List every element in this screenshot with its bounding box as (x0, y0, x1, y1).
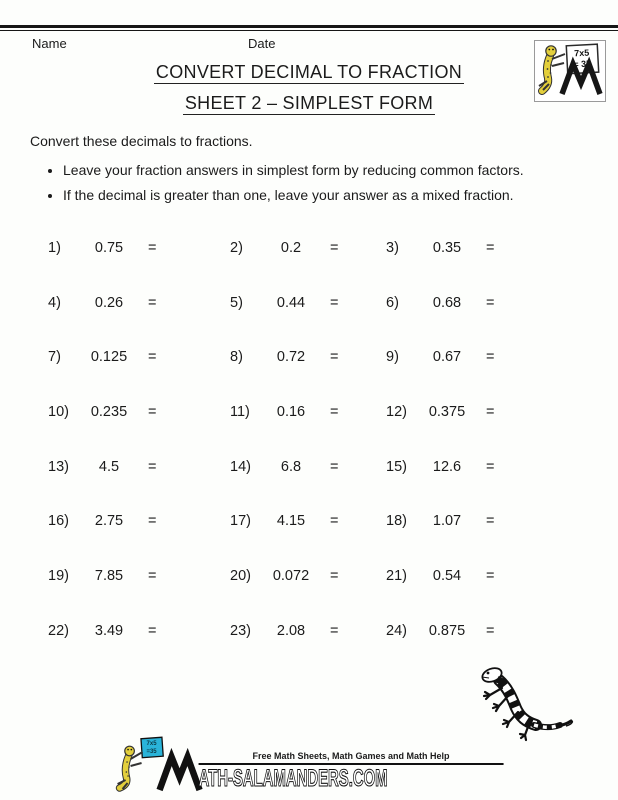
problem-decimal-value: 12.6 (432, 458, 462, 475)
problem-decimal-value: 0.54 (432, 568, 462, 585)
problem-number: 15) (386, 458, 407, 475)
svg-text:= 35: = 35 (573, 58, 592, 70)
problem-decimal-value: 3.49 (94, 622, 124, 639)
problem-number: 14) (230, 458, 251, 475)
problem-number: 23) (230, 622, 251, 639)
problem-cell (48, 240, 230, 295)
equals-sign: = (148, 568, 157, 585)
problem-cell (48, 568, 230, 623)
equals-sign: = (330, 568, 339, 585)
worksheet-subtitle: SHEET 2 – SIMPLEST FORM (184, 93, 434, 113)
problem-decimal-value: 7.85 (94, 568, 124, 585)
problem-number: 6) (386, 294, 399, 311)
problem-number: 5) (230, 294, 243, 311)
equals-sign: = (330, 240, 339, 256)
problem-cell (48, 349, 230, 404)
equals-sign: = (486, 349, 495, 366)
problem-number: 2) (230, 240, 243, 256)
problem-number: 16) (48, 513, 69, 530)
problem-decimal-value: 0.35 (432, 240, 462, 256)
equals-sign: = (486, 513, 495, 530)
header-rule (0, 25, 618, 31)
equals-sign: = (486, 240, 495, 256)
equals-sign: = (330, 458, 339, 475)
equals-sign: = (148, 513, 157, 530)
problem-cell (48, 459, 230, 514)
problem-decimal-value: 0.26 (94, 294, 124, 311)
m-letter-icon (160, 757, 200, 790)
equals-sign: = (486, 568, 495, 585)
problem-number: 8) (230, 349, 243, 366)
problem-decimal-value: 0.16 (276, 404, 306, 421)
problem-cell (386, 349, 556, 404)
problem-number: 18) (386, 513, 407, 530)
problem-decimal-value: 0.67 (432, 349, 462, 366)
equals-sign: = (148, 458, 157, 475)
svg-text:7x5: 7x5 (573, 47, 590, 59)
footer-site-name: ATH-SALAMANDERS.COM (198, 765, 388, 792)
problem-cell (48, 513, 230, 568)
equals-sign: = (486, 622, 495, 639)
problem-number: 7) (48, 349, 61, 366)
problem-decimal-value: 1.07 (432, 513, 462, 530)
problem-number: 9) (386, 349, 399, 366)
problem-number: 13) (48, 458, 69, 475)
equals-sign: = (330, 404, 339, 421)
problem-cell (230, 459, 386, 514)
svg-text:7x5: 7x5 (146, 741, 157, 747)
problem-cell (386, 295, 556, 350)
problem-decimal-value: 0.2 (280, 240, 302, 256)
problem-number: 20) (230, 568, 251, 585)
problem-decimal-value: 0.375 (428, 404, 466, 421)
problem-cell (386, 459, 556, 514)
problem-cell (386, 404, 556, 459)
problem-number: 12) (386, 404, 407, 421)
problem-cell (230, 295, 386, 350)
problem-decimal-value: 0.44 (276, 294, 306, 311)
problem-cell (230, 623, 386, 678)
problem-decimal-value: 2.08 (276, 622, 306, 639)
equals-sign: = (148, 622, 157, 639)
instruction-item: • Leave your fraction answers in simplest form by reducing common factors. (63, 162, 524, 178)
problem-decimal-value: 0.125 (90, 349, 128, 366)
problem-cell (230, 240, 386, 295)
problem-decimal-value: 0.875 (428, 622, 466, 639)
problem-decimal-value: 0.235 (90, 404, 128, 421)
footer-text-block (199, 751, 504, 792)
problem-decimal-value: 2.75 (94, 513, 124, 530)
worksheet-title: CONVERT DECIMAL TO FRACTION (155, 62, 463, 82)
equals-sign: = (148, 404, 157, 421)
problem-number: 22) (48, 622, 69, 639)
equals-sign: = (330, 294, 339, 311)
problem-number: 21) (386, 568, 407, 585)
intro-text: Convert these decimals to fractions. (30, 133, 253, 149)
instruction-list (46, 162, 524, 212)
problem-decimal-value: 6.8 (280, 458, 302, 475)
problem-cell (386, 568, 556, 623)
equals-sign: = (330, 513, 339, 530)
date-label: Date (248, 36, 276, 51)
title-block (0, 62, 618, 124)
problem-cell (230, 349, 386, 404)
problem-cell (48, 623, 230, 678)
equals-sign: = (330, 349, 339, 366)
problem-number: 4) (48, 294, 61, 311)
problem-decimal-value: 0.072 (272, 568, 310, 585)
equals-sign: = (148, 349, 157, 366)
name-label: Name (32, 36, 67, 51)
problem-cell (48, 404, 230, 459)
problem-decimal-value: 0.75 (94, 240, 124, 256)
problem-number: 19) (48, 568, 69, 585)
problem-decimal-value: 4.15 (276, 513, 306, 530)
problem-cell (230, 513, 386, 568)
problem-decimal-value: 4.5 (98, 458, 120, 475)
problem-cell (48, 295, 230, 350)
equals-sign: = (486, 294, 495, 311)
svg-text:=35: =35 (146, 749, 157, 755)
problem-cell (230, 568, 386, 623)
problem-cell (386, 513, 556, 568)
salamander-icon (118, 746, 143, 789)
problem-number: 3) (386, 240, 399, 256)
problem-number: 24) (386, 622, 407, 639)
footer-brand (115, 736, 504, 792)
footer-logo-icon (115, 736, 203, 792)
problem-number: 11) (230, 404, 250, 421)
equals-sign: = (148, 240, 157, 256)
equals-sign: = (486, 404, 495, 421)
footer-tagline: Free Math Sheets, Math Games and Math Help (252, 751, 450, 761)
math-board-icon (141, 737, 163, 757)
equals-sign: = (330, 622, 339, 639)
problems-grid (48, 240, 556, 678)
problem-number: 10) (48, 404, 69, 421)
problem-number: 1) (48, 240, 61, 256)
problem-cell (386, 240, 556, 295)
equals-sign: = (486, 458, 495, 475)
problem-number: 17) (230, 513, 251, 530)
problem-cell (230, 404, 386, 459)
equals-sign: = (148, 294, 157, 311)
instruction-item: • If the decimal is greater than one, leave your answer as a mixed fraction. (63, 187, 524, 203)
problem-decimal-value: 0.68 (432, 294, 462, 311)
problem-decimal-value: 0.72 (276, 349, 306, 366)
